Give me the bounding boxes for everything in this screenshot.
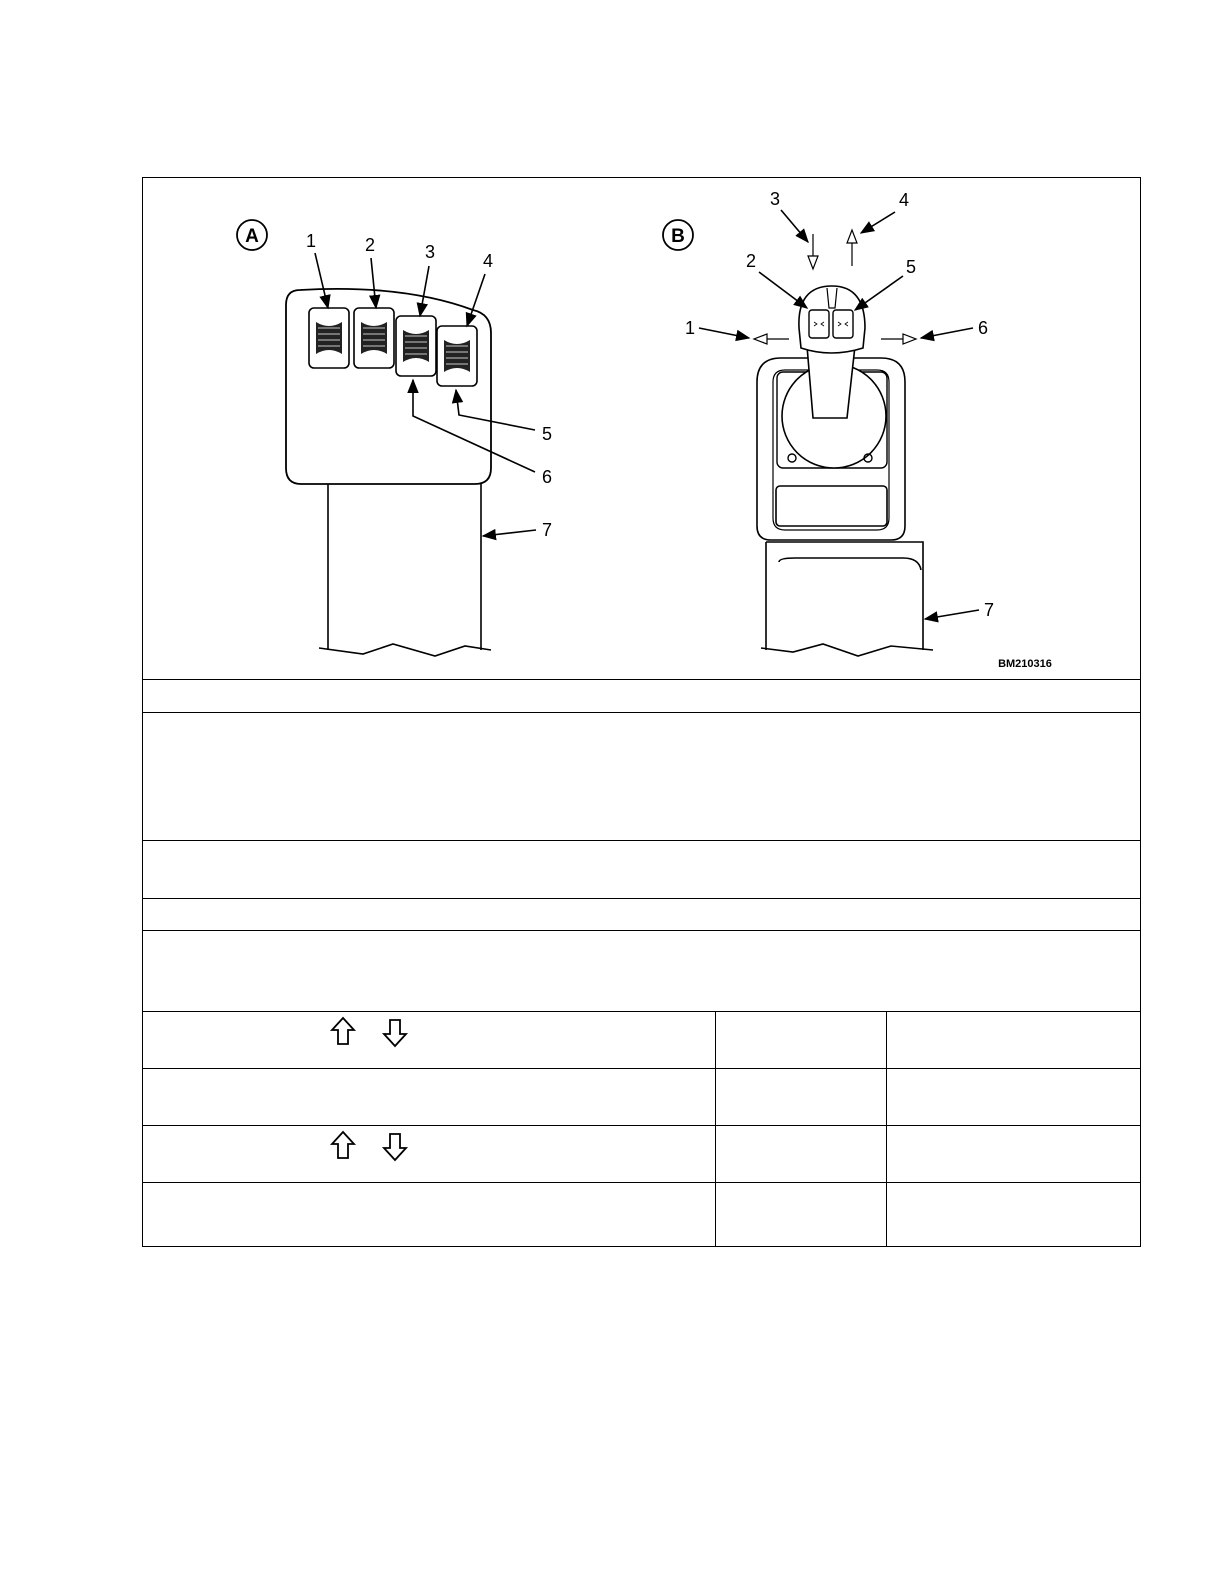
table-rule-2 <box>143 712 1140 713</box>
panel-a-callout-2: 2 <box>364 235 376 255</box>
panel-a-break-line <box>319 644 491 656</box>
panel-a <box>237 220 552 656</box>
figure-id-label: BM210316 <box>998 658 1052 670</box>
panel-b-label: B <box>671 226 685 247</box>
table-rule-1 <box>143 679 1140 680</box>
panel-b-button-left <box>809 310 829 338</box>
panel-a-switch-2 <box>354 308 394 368</box>
panel-a-callout-1: 1 <box>305 231 317 251</box>
table-col-divider-2 <box>886 1011 887 1246</box>
panel-b-leader-3 <box>781 210 808 242</box>
down-arrow-icon <box>384 1020 406 1046</box>
panel-a-callout-6: 6 <box>541 467 553 487</box>
panel-b-leader-7 <box>925 610 979 619</box>
down-arrow-icon <box>384 1134 406 1160</box>
figure-illustration <box>143 178 1140 678</box>
panel-b-leader-4 <box>861 212 895 233</box>
panel-b-break-line <box>761 644 933 656</box>
panel-b-stem <box>807 346 855 418</box>
panel-b-callout-6: 6 <box>977 318 989 338</box>
panel-b-button-right <box>833 310 853 338</box>
panel-a-label: A <box>245 226 259 247</box>
panel-b-direction-arrow-left <box>754 334 789 344</box>
panel-b-callout-5: 5 <box>905 257 917 277</box>
table-rule-4 <box>143 898 1140 899</box>
panel-b-base <box>766 542 923 650</box>
panel-a-switch-3 <box>396 316 436 376</box>
table-col-divider-1 <box>715 1011 716 1246</box>
panel-a-leader-7 <box>483 530 536 536</box>
panel-b-direction-arrow-up <box>847 230 857 266</box>
table-rule-7 <box>143 1068 1140 1069</box>
table-row-1-arrows <box>328 1016 418 1052</box>
panel-b-window-plate <box>776 486 887 526</box>
panel-b-direction-arrow-right <box>881 334 916 344</box>
panel-b-leader-1 <box>699 328 749 338</box>
panel-b-callout-4: 4 <box>898 190 910 210</box>
table-rule-5 <box>143 930 1140 931</box>
up-arrow-icon <box>332 1018 354 1044</box>
panel-b-callout-2: 2 <box>745 251 757 271</box>
panel-b-leader-5 <box>855 276 903 310</box>
panel-a-switch-1 <box>309 308 349 368</box>
table-rule-9 <box>143 1182 1140 1183</box>
panel-b-callout-3: 3 <box>769 189 781 209</box>
table-row-3-arrows <box>328 1130 418 1166</box>
panel-b-callout-1: 1 <box>684 318 696 338</box>
table-rule-6 <box>143 1011 1140 1012</box>
panel-b-direction-arrow-down <box>808 234 818 269</box>
up-arrow-icon <box>332 1132 354 1158</box>
panel-b-leader-2 <box>759 272 807 308</box>
document-frame <box>142 177 1141 1247</box>
panel-a-callout-5: 5 <box>541 424 553 444</box>
panel-a-switch-4 <box>437 326 477 386</box>
panel-a-shaft <box>328 484 481 650</box>
panel-b-callout-7: 7 <box>983 600 995 620</box>
panel-b-leader-6 <box>921 328 973 338</box>
panel-a-callout-7: 7 <box>541 520 553 540</box>
panel-a-callout-3: 3 <box>424 242 436 262</box>
panel-a-callout-4: 4 <box>482 251 494 271</box>
table-rule-8 <box>143 1125 1140 1126</box>
panel-b <box>663 189 994 656</box>
table-rule-3 <box>143 840 1140 841</box>
